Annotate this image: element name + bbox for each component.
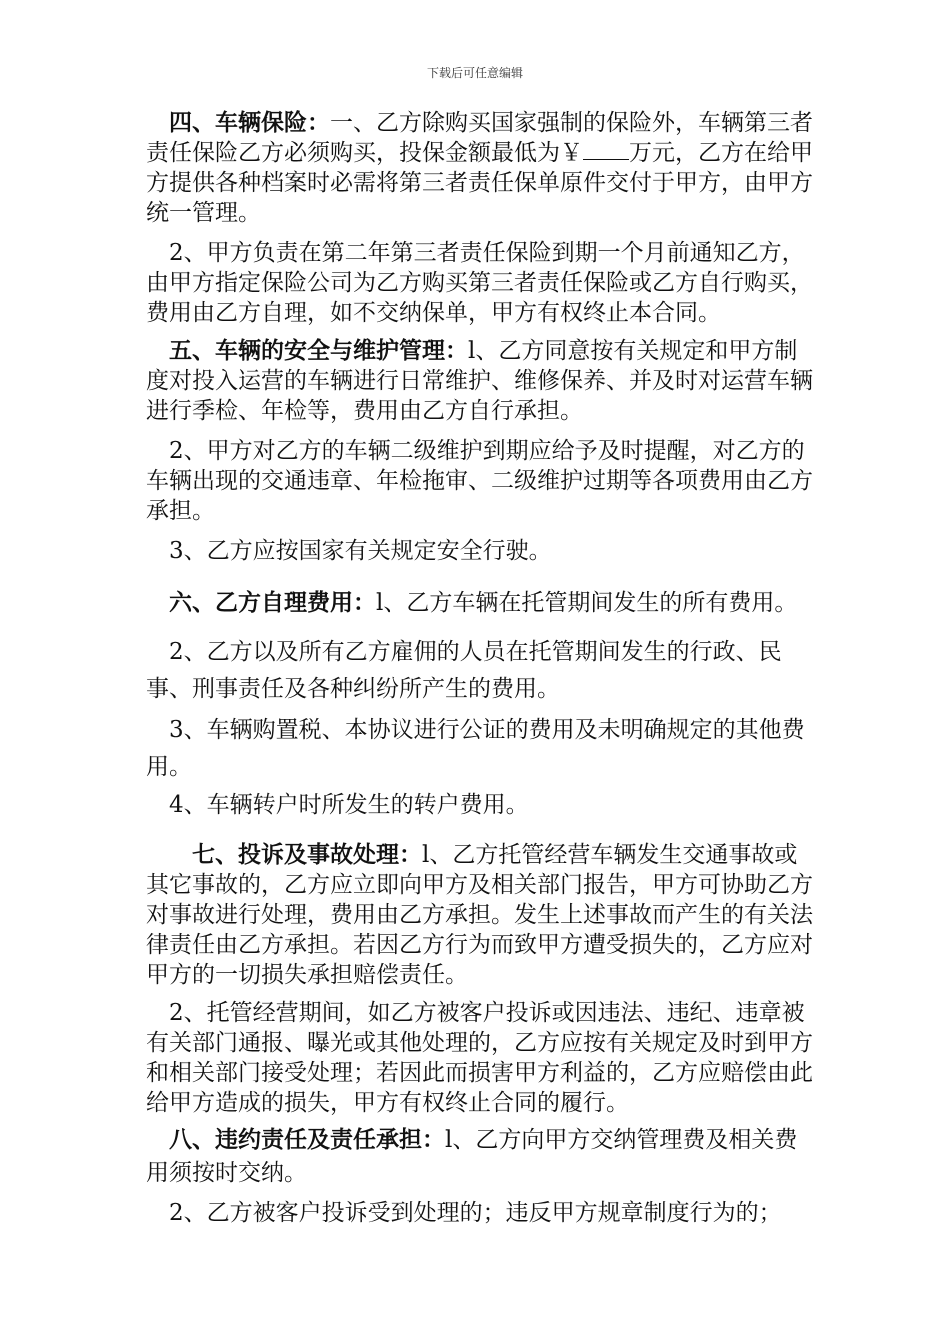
section-6-paragraph-4: 4、车辆转户时所发生的转户费用。 (169, 792, 529, 818)
section-4-text-b: 万元，乙方在给甲方提供各种档案时必需将第三者责任保单原件交付于甲方，由甲方统一管理。 (146, 140, 813, 226)
section-4-paragraph-2: 2、甲方负责在第二年第三者责任保险到期一个月前通知乙方，由甲方指定保险公司为乙方购买第三者责任保险或乙方自行购买，费用由乙方自理，如不交纳保单，甲方有权终止本合同。 (146, 240, 813, 326)
section-4-heading: 四、车辆保险： (169, 110, 330, 136)
section-8-heading: 八、违约责任及责任承担： (169, 1127, 445, 1153)
section-4-text-a: 一、乙方除购买国家强制的保险外，车辆第三者责任保险乙方必须购买，投保金额最低为￥ (146, 110, 813, 166)
section-5-paragraph-1 (146, 336, 814, 426)
insurance-amount-blank (583, 141, 629, 160)
document-body (146, 108, 814, 1228)
section-5-text-1: l、乙方同意按有关规定和甲方制度对投入运营的车辆进行日常维护、维修保养、并及时对运营车辆进行季检、年检等，费用由乙方自行承担。 (146, 338, 813, 424)
section-7-heading: 七、投诉及事故处理： (192, 842, 422, 868)
section-6-paragraph-2: 2、乙方以及所有乙方雇佣的人员在托管期间发生的行政、民事、刑事责任及各种纠纷所产生的费用。 (146, 639, 782, 702)
section-4-paragraph-1 (146, 108, 814, 228)
section-8-paragraph-1 (146, 1124, 814, 1190)
section-6-heading: 六、乙方自理费用： (169, 590, 376, 616)
section-6-text-1: l、乙方车辆在托管期间发生的所有费用。 (376, 590, 798, 616)
page-header: 下载后可任意编辑 (426, 66, 523, 80)
section-8-text-1: l、乙方向甲方交纳管理费及相关费用须按时交纳。 (146, 1127, 798, 1186)
section-7-paragraph-1 (146, 840, 814, 990)
section-8-paragraph-2: 2、乙方被客户投诉受到处理的；违反甲方规章制度行为的； (169, 1200, 782, 1226)
section-5-paragraph-2: 2、甲方对乙方的车辆二级维护到期应给予及时提醒，对乙方的车辆出现的交通违章、年检拖审、二级维护过期等各项费用由乙方承担。 (146, 438, 813, 524)
section-6-paragraph-1 (146, 588, 814, 618)
section-7-text-1: l、乙方托管经营车辆发生交通事故或其它事故的，乙方应立即向甲方及相关部门报告，甲方可协助乙方对事故进行处理，费用由乙方承担。发生上述事故而产生的有关法律责任由乙方承担。若因乙方行为而致甲方遭受损失的，乙方应对甲方的一切损失承担赔偿责任。 (146, 842, 813, 988)
section-6-paragraph-3: 3、车辆购置税、本协议进行公证的费用及未明确规定的其他费用。 (146, 717, 805, 780)
section-7-paragraph-2: 2、托管经营期间，如乙方被客户投诉或因违法、违纪、违章被有关部门通报、曝光或其他处理的，乙方应按有关规定及时到甲方和相关部门接受处理；若因此而损害甲方利益的，乙方应赔偿由此给甲方造成的损失，甲方有权终止合同的履行。 (146, 1000, 813, 1116)
section-5-paragraph-3: 3、乙方应按国家有关规定安全行驶。 (169, 538, 552, 564)
section-5-heading: 五、车辆的安全与维护管理： (169, 338, 468, 364)
